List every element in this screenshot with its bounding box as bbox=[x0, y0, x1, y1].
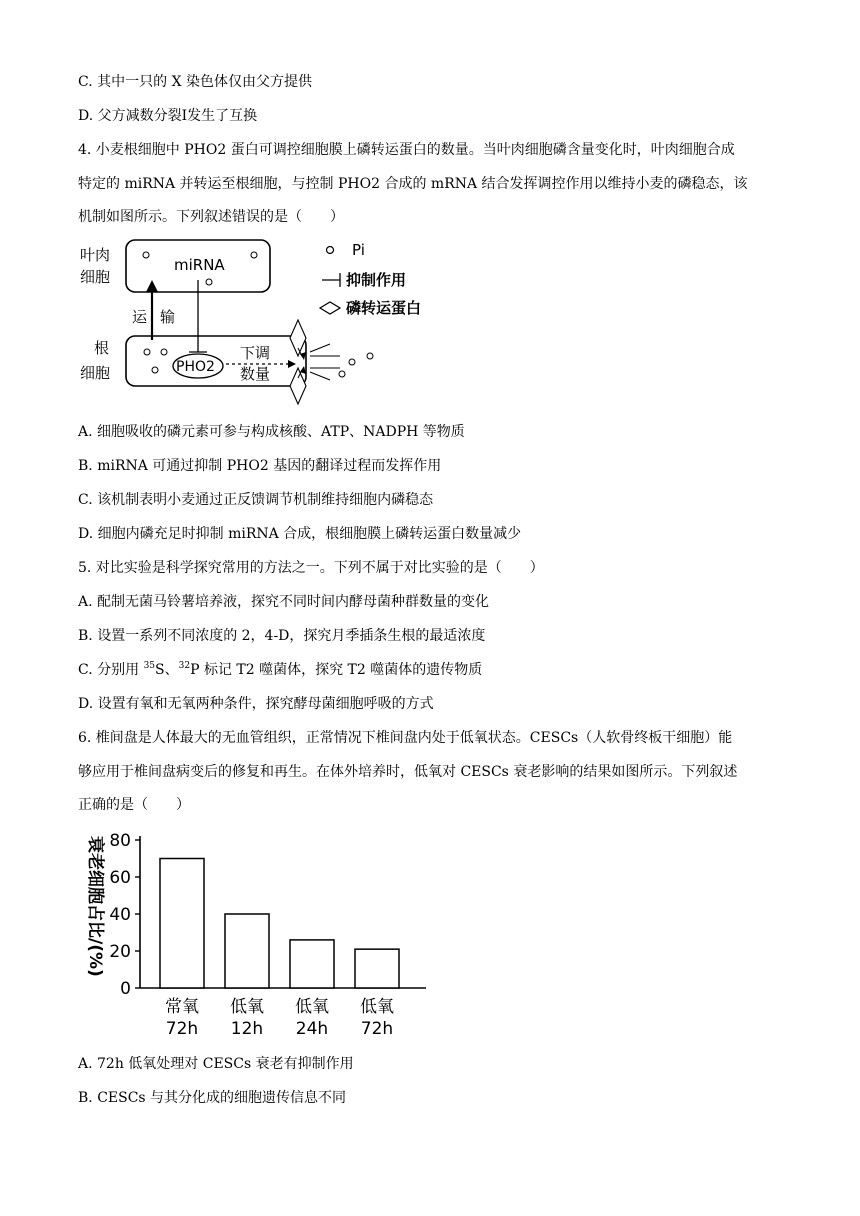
question-6-line-2: 够应用于椎间盘病变后的修复和再生。在体外培养时，低氧对 CESCs 衰老影响的结果如图所示。下列叙述 bbox=[78, 764, 738, 780]
root-cell-label: 根 bbox=[94, 339, 110, 357]
pho2-label: PHO2 bbox=[176, 359, 215, 375]
bar bbox=[160, 859, 204, 989]
option-3d: D. 父方减数分裂Ⅰ发生了互换 bbox=[78, 108, 258, 124]
option-4b: B. miRNA 可通过抑制 PHO2 基因的翻译过程而发挥作用 bbox=[78, 458, 442, 474]
pi-dot bbox=[339, 371, 345, 377]
option-3c: C. 其中一只的 X 染色体仅由父方提供 bbox=[78, 74, 312, 90]
x-category-label: 低氧 bbox=[230, 997, 264, 1017]
bar bbox=[225, 914, 269, 988]
x-category-sublabel: 72h bbox=[360, 1019, 394, 1039]
transporter-protein bbox=[290, 368, 306, 404]
option-5a: A. 配制无菌马铃薯培养液，探究不同时间内酵母菌种群数量的变化 bbox=[78, 594, 490, 610]
x-category-label: 低氧 bbox=[295, 997, 329, 1017]
pi-dot bbox=[251, 252, 257, 258]
bar bbox=[355, 949, 399, 988]
leaf-cell-label: 叶肉 bbox=[80, 246, 111, 264]
option-6b: B. CESCs 与其分化成的细胞遗传信息不同 bbox=[78, 1090, 347, 1106]
x-category-sublabel: 12h bbox=[230, 1019, 264, 1039]
downregulate-label: 下调 bbox=[240, 344, 271, 362]
y-tick-label: 0 bbox=[120, 979, 131, 999]
question-5: 5. 对比实验是科学探究常用的方法之一。下列不属于对比实验的是（ ） bbox=[78, 560, 544, 576]
leaf-cell-label-2: 细胞 bbox=[80, 268, 111, 286]
transporter-protein bbox=[290, 320, 306, 356]
y-tick-label: 20 bbox=[109, 942, 131, 962]
option-5c: C. 分别用 $^{35}$S、$^{32}$P 标记 T2 噬菌体，探究 T2 噬菌体的遗传物质 bbox=[78, 661, 483, 678]
root-cell-box bbox=[126, 336, 306, 386]
mirna-label: miRNA bbox=[174, 256, 225, 274]
option-5d: D. 设置有氧和无氧两种条件，探究酵母菌细胞呼吸的方式 bbox=[78, 696, 434, 712]
option-4d: D. 细胞内磷充足时抑制 miRNA 合成，根细胞膜上磷转运蛋白数量减少 bbox=[78, 526, 522, 542]
pi-dot bbox=[144, 349, 150, 355]
y-tick-label: 40 bbox=[109, 905, 131, 925]
root-cell-label-2: 细胞 bbox=[80, 364, 111, 382]
x-category-sublabel: 24h bbox=[295, 1019, 329, 1039]
transport-label: 运 bbox=[132, 308, 148, 326]
question-6-line-1: 6. 椎间盘是人体最大的无血管组织，正常情况下椎间盘内处于低氧状态。CESCs（人软骨终板干细胞）能 bbox=[78, 730, 733, 746]
legend-transporter-icon bbox=[320, 302, 340, 314]
option-5b: B. 设置一系列不同浓度的 2，4-D，探究月季插条生根的最适浓度 bbox=[78, 628, 486, 644]
question-6-line-3: 正确的是（ ） bbox=[78, 797, 190, 813]
question-4-line-1: 4. 小麦根细胞中 PHO2 蛋白可调控细胞膜上磷转运蛋白的数量。当叶肉细胞磷含量变化时，叶肉细胞合成 bbox=[78, 142, 735, 158]
x-category-sublabel: 72h bbox=[165, 1019, 199, 1039]
transport-arrowhead bbox=[146, 280, 158, 292]
downregulate-arrowhead bbox=[288, 360, 296, 368]
pi-dot bbox=[367, 353, 373, 359]
y-tick-label: 80 bbox=[109, 831, 131, 851]
pi-dot bbox=[206, 279, 212, 285]
question-4-line-2: 特定的 miRNA 并转运至根细胞，与控制 PHO2 合成的 mRNA 结合发挥调控作用以维持小麦的磷稳态，该 bbox=[78, 176, 748, 192]
phosphate-regulation-diagram bbox=[76, 236, 456, 416]
pi-dot bbox=[161, 349, 167, 355]
option-6a: A. 72h 低氧处理对 CESCs 衰老有抑制作用 bbox=[78, 1056, 354, 1072]
senescence-bar-chart bbox=[76, 828, 436, 1048]
option-4c: C. 该机制表明小麦通过正反馈调节机制维持细胞内磷稳态 bbox=[78, 492, 434, 508]
downregulate-label-2: 数量 bbox=[240, 365, 271, 383]
bar bbox=[290, 940, 334, 988]
y-axis-title: 衰老细胞占比/(%) bbox=[85, 836, 105, 977]
option-4a: A. 细胞吸收的磷元素可参与构成核酸、ATP、NADPH 等物质 bbox=[78, 424, 465, 440]
pi-dot bbox=[349, 359, 355, 365]
legend-pi-label: Pi bbox=[352, 241, 365, 259]
y-tick-label: 60 bbox=[109, 868, 131, 888]
question-4-line-3: 机制如图所示。下列叙述错误的是（ ） bbox=[78, 209, 344, 225]
transport-label-2: 输 bbox=[160, 308, 176, 326]
x-category-label: 常氧 bbox=[165, 997, 199, 1017]
pi-dot bbox=[143, 252, 149, 258]
pi-dot bbox=[152, 367, 158, 373]
legend-transporter-label: 磷转运蛋白 bbox=[346, 299, 422, 317]
legend-inhibit-label: 抑制作用 bbox=[346, 271, 407, 289]
x-category-label: 低氧 bbox=[360, 997, 394, 1017]
legend-pi-icon bbox=[327, 247, 334, 254]
